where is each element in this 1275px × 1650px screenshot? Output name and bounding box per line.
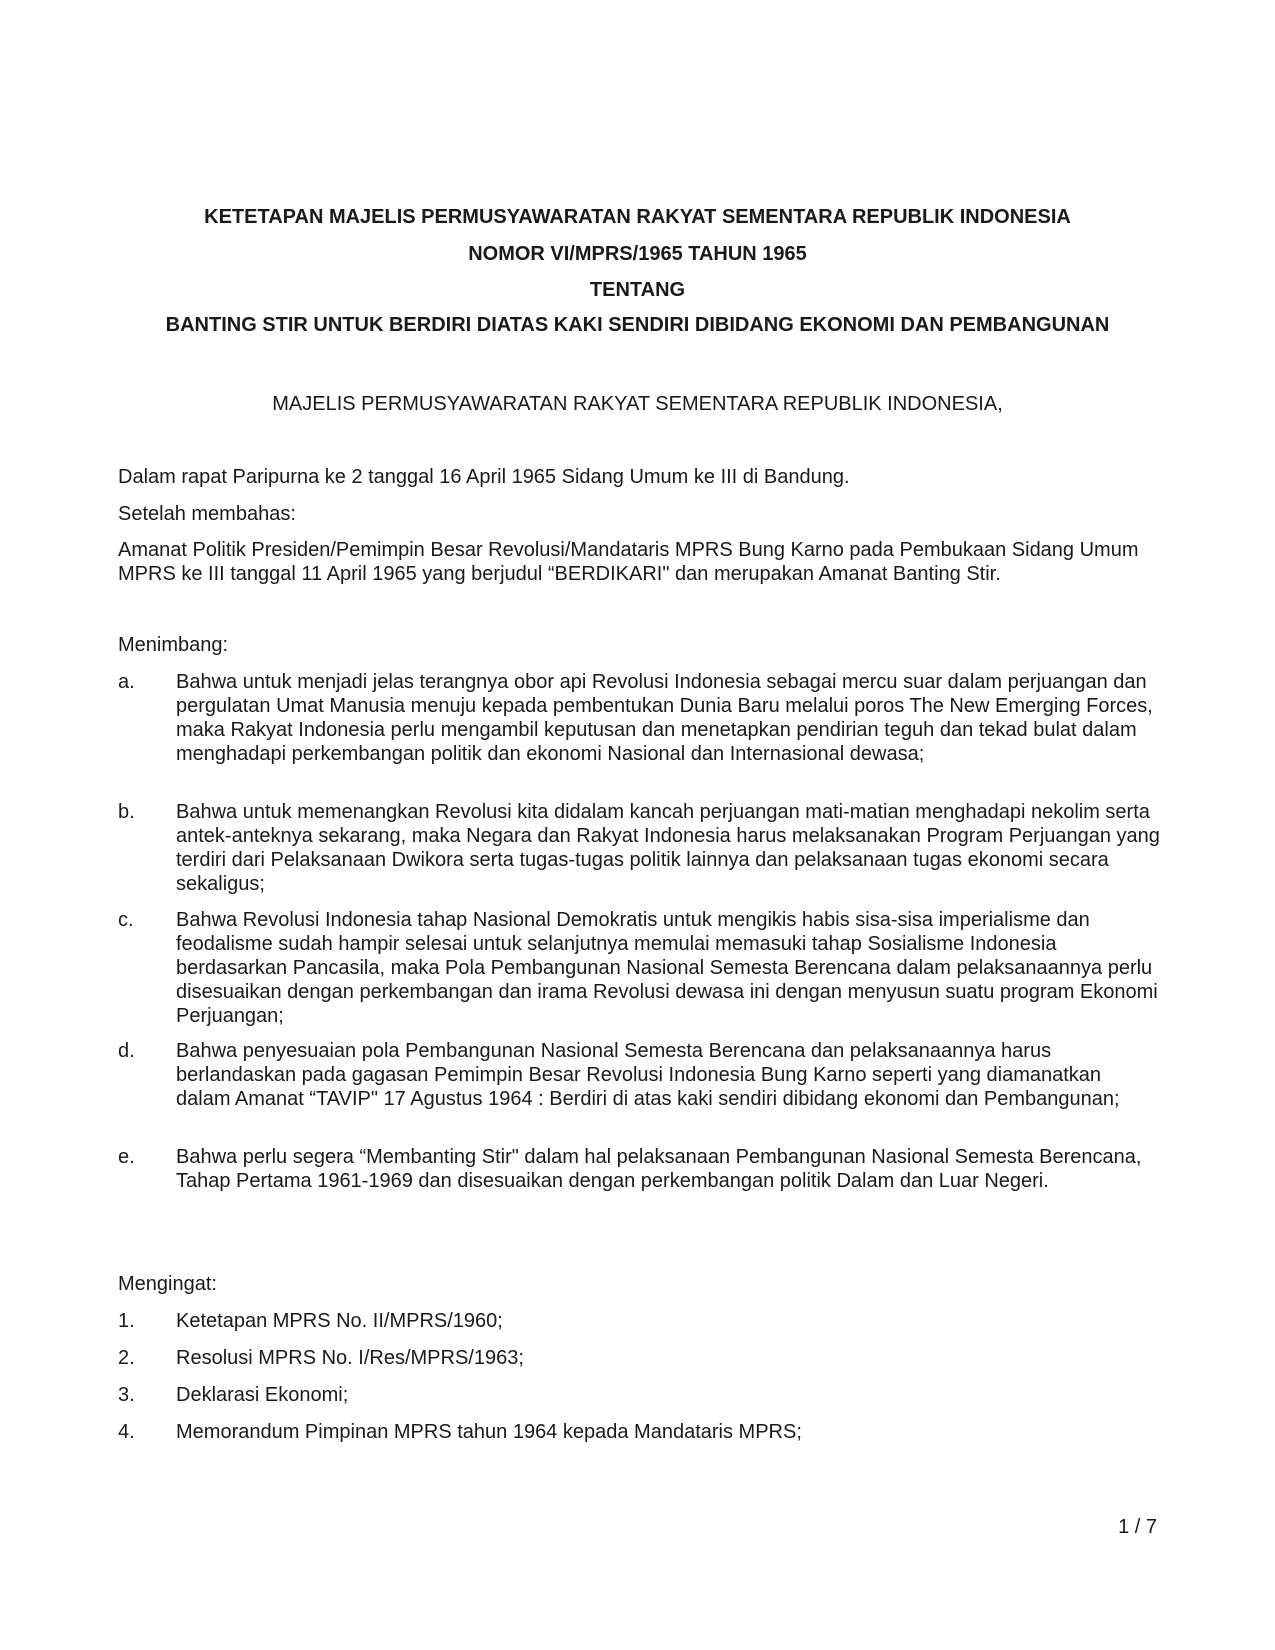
intro-paragraph-mandate: Amanat Politik Presiden/Pemimpin Besar Revolusi/Mandataris MPRS Bung Karno pada Pembukaan Sidang Umum MPRS ke III tanggal 11 April 1965 yang berjudul “BERDIKARI" dan merupakan Amanat Banting Stir.	[118, 539, 1139, 585]
intro-paragraph-meeting: Dalam rapat Paripurna ke 2 tanggal 16 April 1965 Sidang Umum ke III di Bandung.	[118, 466, 850, 488]
mengingat-label: Mengingat:	[118, 1273, 217, 1295]
assembly-name: MAJELIS PERMUSYAWARATAN RAKYAT SEMENTARA REPUBLIK INDONESIA,	[272, 393, 1003, 415]
document-title-line-1: KETETAPAN MAJELIS PERMUSYAWARATAN RAKYAT SEMENTARA REPUBLIK INDONESIA	[204, 206, 1071, 228]
list-item-text: Bahwa perlu segera “Membanting Stir" dalam hal pelaksanaan Pembangunan Nasional Semesta Berencana, Tahap Pertama 1961-1969 dan disesuaikan dengan perkembangan politik Dalam dan Luar Negeri.	[176, 1146, 1142, 1192]
list-item-text: Ketetapan MPRS No. II/MPRS/1960;	[176, 1310, 503, 1332]
list-marker: b.	[118, 801, 135, 823]
document-number: NOMOR VI/MPRS/1965 TAHUN 1965	[468, 243, 807, 265]
list-marker: 1.	[118, 1310, 135, 1332]
list-marker: 3.	[118, 1384, 135, 1406]
document-subject: BANTING STIR UNTUK BERDIRI DIATAS KAKI SENDIRI DIBIDANG EKONOMI DAN PEMBANGUNAN	[165, 314, 1110, 336]
list-item-text: Memorandum Pimpinan MPRS tahun 1964 kepada Mandataris MPRS;	[176, 1421, 802, 1443]
list-marker: a.	[118, 671, 135, 693]
list-item-text: Bahwa untuk menjadi jelas terangnya obor api Revolusi Indonesia sebagai mercu suar dalam perjuangan dan pergulatan Umat Manusia menuju kepada pembentukan Dunia Baru melalui poros The New Emerging Forces, maka Rakyat Indonesia perlu mengambil keputusan dan menetapkan pendirian teguh dan tekad bulat dalam menghadapi perkembangan politik dan ekonomi Nasional dan Internasional dewasa;	[176, 671, 1153, 765]
list-item-text: Deklarasi Ekonomi;	[176, 1384, 349, 1406]
list-item-text: Bahwa untuk memenangkan Revolusi kita didalam kancah perjuangan mati-matian menghadapi nekolim serta antek-anteknya sekarang, maka Negara dan Rakyat Indonesia harus melaksanakan Program Perjuangan yang terdiri dari Pelaksanaan Dwikora serta tugas-tugas politik lainnya dan pelaksanaan tugas ekonomi secara sekaligus;	[176, 801, 1160, 895]
list-marker: 4.	[118, 1421, 135, 1443]
list-marker: 2.	[118, 1347, 135, 1369]
document-about-label: TENTANG	[589, 279, 686, 301]
menimbang-label: Menimbang:	[118, 634, 229, 656]
list-item-text: Bahwa penyesuaian pola Pembangunan Nasional Semesta Berencana dan pelaksanaannya harus berlandaskan pada gagasan Pemimpin Besar Revolusi Indonesia Bung Karno seperti yang diamanatkan dalam Amanat “TAVIP" 17 Agustus 1964 : Berdiri di atas kaki sendiri dibidang ekonomi dan Pembangunan;	[176, 1040, 1120, 1110]
list-marker: d.	[118, 1040, 135, 1062]
page-number: 1 / 7	[1118, 1516, 1157, 1538]
list-item-text: Bahwa Revolusi Indonesia tahap Nasional Demokratis untuk mengikis habis sisa-sisa imperialisme dan feodalisme sudah hampir selesai untuk selanjutnya memulai memasuki tahap Sosialisme Indonesia berdasarkan Pancasila, maka Pola Pembangunan Nasional Semesta Berencana dalam pelaksanaannya perlu disesuaikan dengan perkembangan dan irama Revolusi dewasa ini dengan menyusun suatu program Ekonomi Perjuangan;	[176, 909, 1158, 1027]
intro-paragraph-after-discussing: Setelah membahas:	[118, 503, 296, 525]
list-marker: c.	[118, 909, 134, 931]
list-item-text: Resolusi MPRS No. I/Res/MPRS/1963;	[176, 1347, 524, 1369]
list-marker: e.	[118, 1146, 135, 1168]
